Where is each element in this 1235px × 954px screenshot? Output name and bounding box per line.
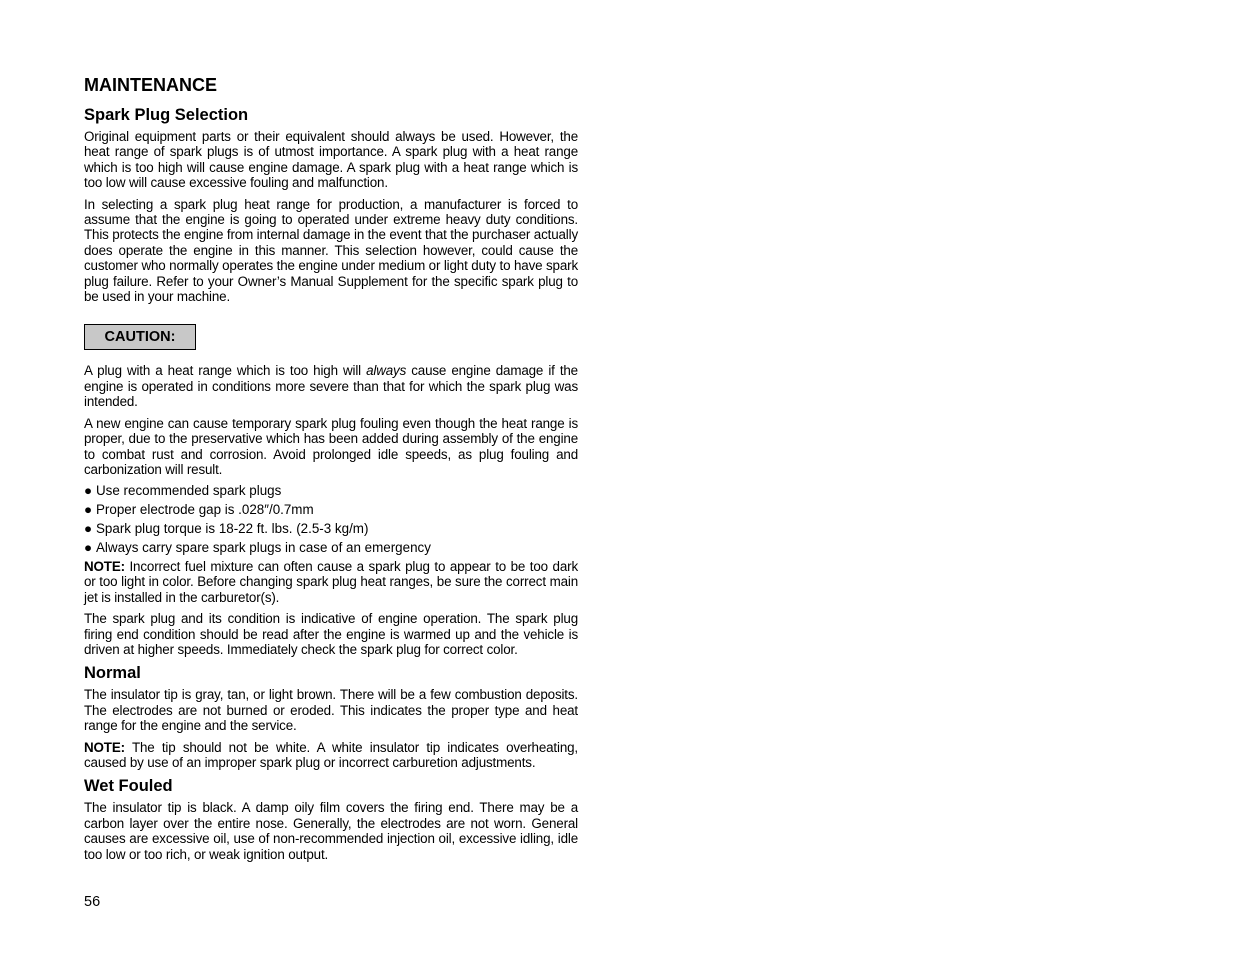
paragraph-normal: The insulator tip is gray, tan, or light brown. There will be a few combustion deposits. The electrodes are not burned or eroded. This indicates the proper type and heat range for the engine and the service. — [84, 687, 578, 734]
list-item-text: Spark plug torque is 18-22 ft. lbs. (2.5-3 kg/m) — [96, 521, 369, 537]
list-item — [84, 521, 578, 536]
note-fuel-mixture — [84, 559, 578, 605]
list-item-text: Proper electrode gap is .028″/0.7mm — [96, 502, 314, 518]
recommendation-list — [84, 483, 578, 555]
bullet-icon: ● — [84, 483, 93, 499]
list-item-text: Use recommended spark plugs — [96, 483, 282, 499]
note-text: The tip should not be white. A white insulator tip indicates overheating, caused by use of an improper spark plug or incorrect carburetion adjustments. — [84, 739, 578, 770]
list-item — [84, 483, 578, 498]
list-item — [84, 502, 578, 517]
caution-label: CAUTION: — [84, 324, 196, 350]
caution-text — [84, 363, 578, 409]
paragraph-heat-range-selection: In selecting a spark plug heat range for production, a manufacturer is forced to assume that the engine is going to operated under extreme heavy duty conditions. This protects the engine from internal damage in the event that the purchaser actually does operate the engine in this manner. This selection however, could cause the customer who normally operates the engine under medium or light duty to have spark plug failure. Refer to your Owner’s Manual Supplement for the specific spark plug to be used in your machine. — [84, 196, 579, 305]
list-item-text: Always carry spare spark plugs in case of an emergency — [96, 540, 431, 556]
note-white-tip — [84, 740, 578, 771]
note-label: NOTE: — [84, 558, 125, 574]
list-item — [84, 540, 578, 555]
heading-spark-plug-selection: Spark Plug Selection — [84, 106, 249, 124]
bullet-icon: ● — [84, 540, 93, 556]
caution-text-before: A plug with a heat range which is too high will — [84, 363, 367, 379]
page-column — [84, 74, 578, 868]
heading-wet-fouled: Wet Fouled — [84, 777, 173, 796]
bullet-icon: ● — [84, 521, 93, 537]
bullet-icon: ● — [84, 502, 93, 518]
note-label: NOTE: — [84, 739, 125, 755]
paragraph-wet-fouled: The insulator tip is black. A damp oily film covers the firing end. There may be a carbon layer over the entire nose. Generally, the electrodes are not worn. General causes are excessive oil, use of non-recommended injection oil, excessive idling, idle too low or too rich, or weak ignition output. — [84, 800, 578, 862]
paragraph-original-equipment: Original equipment parts or their equivalent should always be used. However, the heat range of spark plugs is of utmost importance. A spark plug with a heat range which is too high will cause engine damage. A spark plug with a heat range which is too low will cause excessive fouling and malfunction. — [84, 129, 578, 191]
note-text: Incorrect fuel mixture can often cause a spark plug to appear to be too dark or too light in color. Before changing spark plug heat ranges, be sure the correct main jet is installed in the carburetor(s). — [84, 558, 578, 605]
page-number: 56 — [84, 894, 101, 910]
paragraph-plug-condition: The spark plug and its condition is indicative of engine operation. The spark plug firing end condition should be read after the engine is warmed up and the vehicle is driven at higher speeds. Immediately check the spark plug for correct color. — [84, 611, 578, 657]
caution-text-emphasis: always — [366, 363, 407, 379]
caution-text-after: cause engine damage if the engine is operated in conditions more severe than that for which the spark plug was intended. — [84, 363, 578, 410]
paragraph-new-engine: A new engine can cause temporary spark plug fouling even though the heat range is proper, due to the preservative which has been added during assembly of the engine to combat rust and corrosion. Avoid prolonged idle speeds, as plug fouling and carbonization will result. — [84, 415, 578, 477]
heading-normal: Normal — [84, 664, 141, 683]
section-title: MAINTENANCE — [84, 75, 217, 95]
